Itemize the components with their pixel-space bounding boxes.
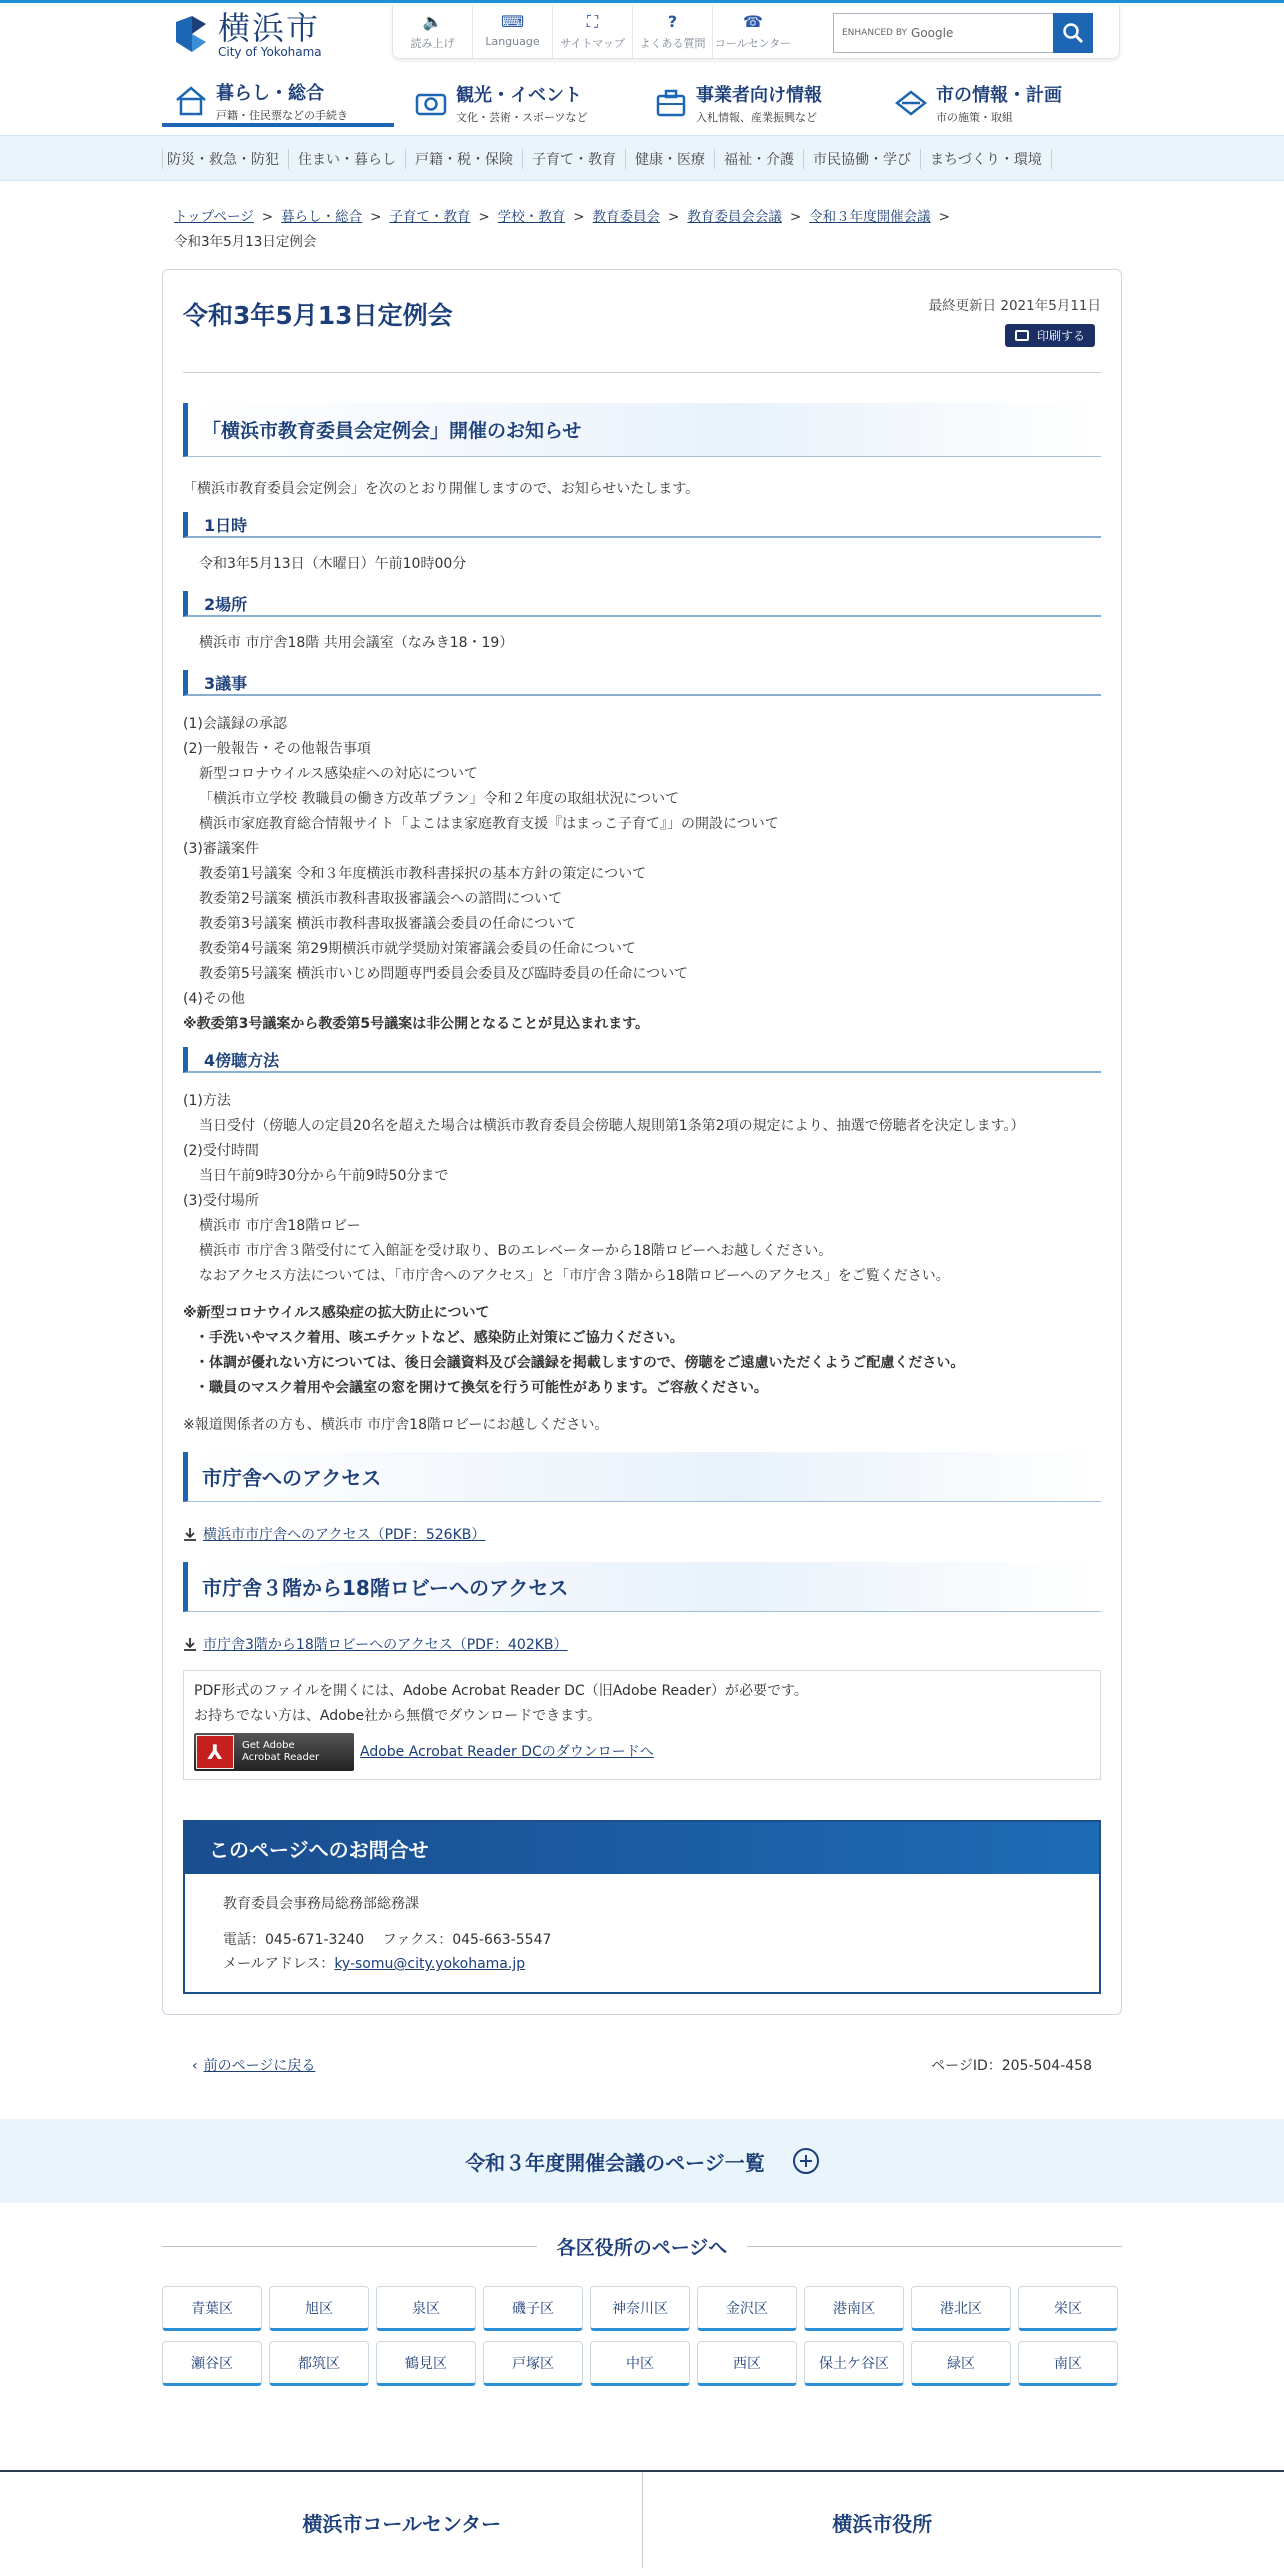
section-heading-access: 市庁舎へのアクセス (183, 1452, 1101, 1502)
agenda-note: ※教委第3号議案から教委第5号議案は非公開となることが見込まれます。 (183, 1016, 649, 1032)
page-meta-row (162, 2055, 1122, 2085)
download-icon (183, 1527, 197, 1541)
breadcrumb-link[interactable]: 暮らし・総合 (281, 209, 363, 225)
gnav-tourism[interactable]: 観光・イベント 文化・芸術・スポーツなど (402, 79, 634, 127)
agenda-item: (2)一般報告・その他報告事項 (183, 741, 371, 757)
house-icon (174, 84, 208, 118)
logo-english: City of Yokohama (218, 45, 322, 59)
sitemap-icon: ⛶ (586, 12, 599, 31)
util-sitemap[interactable]: ⛶ サイトマップ (553, 5, 633, 58)
search-input[interactable]: ENHANCED BY Google (833, 13, 1053, 53)
footer-call-center: 横浜市コールセンター (162, 2472, 643, 2568)
press-note: ※報道関係者の方も、横浜市 市庁舎18階ロビーにお越しください。 (183, 1417, 609, 1433)
breadcrumb-link[interactable]: 教育委員会会議 (687, 209, 782, 225)
print-button[interactable]: 印刷する (1005, 324, 1095, 347)
back-link[interactable]: 前のページに戻る (203, 2058, 316, 2074)
listen-item: (1)方法 (183, 1093, 231, 1109)
agenda-item: 教委第2号議案 横浜市教科書取扱審議会への諮問について (199, 891, 563, 907)
listen-item: なおアクセス方法については、「市庁舎へのアクセス」と「市庁舎３階から18階ロビーへのアクセス」をご覧ください。 (199, 1268, 950, 1284)
site-header (162, 3, 1122, 65)
agenda-item: 新型コロナウイルス感染症への対応について (199, 766, 478, 782)
agenda-item: 教委第4号議案 第29期横浜市就学奨励対策審議会委員の任命について (199, 941, 636, 957)
gnav-city-info[interactable]: 市の情報・計画 市の施策・取組 (882, 79, 1114, 127)
breadcrumb: トップページ > 暮らし・総合 > 子育て・教育 > 学校・教育 > 教育委員会 > 教育委員会会議 > 令和３年度開催会議 > 令和3年5月13日定例会 (174, 209, 950, 250)
ward-link[interactable]: 瀬谷区 (162, 2341, 262, 2386)
category-link[interactable]: 健康・医療 (625, 149, 714, 169)
question-icon: ? (667, 12, 678, 31)
access-pdf-link[interactable]: 横浜市市庁舎へのアクセス（PDF：526KB） (203, 1527, 486, 1543)
category-link[interactable]: 住まい・暮らし (288, 149, 405, 169)
pdf-download-access18 (183, 1634, 1101, 1654)
ward-link[interactable]: 中区 (590, 2341, 690, 2386)
agenda-item: (3)審議案件 (183, 841, 259, 857)
category-link[interactable]: 防災・救急・防犯 (162, 149, 288, 169)
listen-item: 当日午前9時30分から午前9時50分まで (199, 1168, 449, 1184)
ward-link[interactable]: 旭区 (269, 2286, 369, 2331)
breadcrumb-link[interactable]: 教育委員会 (592, 209, 661, 225)
agenda-item: 横浜市家庭教育総合情報サイト「よこはま家庭教育支援『はまっこ子育て』」の開設について (199, 816, 779, 832)
main-content (162, 269, 1122, 2015)
contact-box (183, 1820, 1101, 1994)
page-id: ページID：205-504-458 (931, 2058, 1092, 2074)
agenda-list (183, 712, 1101, 1037)
site-logo[interactable] (172, 11, 322, 59)
util-read-aloud[interactable]: 🔈 読み上げ (393, 5, 473, 58)
subheading-agenda: 3議事 (183, 670, 1101, 696)
contact-mail-link[interactable]: ky-somu@city.yokohama.jp (334, 1956, 526, 1972)
ward-link[interactable]: 緑区 (911, 2341, 1011, 2386)
breadcrumb-link[interactable]: 令和３年度開催会議 (809, 209, 931, 225)
listen-item: 横浜市 市庁舎３階受付にて入館証を受け取り、Bのエレベーターから18階ロビーへお越しください。 (199, 1243, 833, 1259)
access18-pdf-link[interactable]: 市庁舎3階から18階ロビーへのアクセス（PDF：402KB） (203, 1637, 568, 1653)
ward-link[interactable]: 港南区 (804, 2286, 904, 2331)
ward-link[interactable]: 都筑区 (269, 2341, 369, 2386)
adobe-pdf-icon: ⅄ (196, 1735, 234, 1769)
ward-link[interactable]: 鶴見区 (376, 2341, 476, 2386)
site-search (833, 13, 1093, 53)
ward-link[interactable]: 磯子区 (483, 2286, 583, 2331)
contact-heading: このページへのお問合せ (185, 1822, 1099, 1874)
listen-item: (3)受付場所 (183, 1193, 259, 1209)
breadcrumb-current: 令和3年5月13日定例会 (174, 234, 317, 250)
listen-list (183, 1089, 1101, 1289)
gnav-living[interactable]: 暮らし・総合 戸籍・住民票などの手続き (162, 79, 394, 127)
pdf-reader-box: PDF形式のファイルを開くには、Adobe Acrobat Reader DC（旧Adobe Reader）が必要です。 お持ちでない方は、Adobe社から無償でダウンロードできます。 ⅄ Get Adobe Acrobat Reader Adobe Acrobat Reader DCのダウンロードへ (183, 1670, 1101, 1780)
page-title: 令和3年5月13日定例会 (183, 301, 453, 330)
subheading-place: 2場所 (183, 591, 1101, 617)
ward-link[interactable]: 金沢区 (697, 2286, 797, 2331)
phone-icon: ☎ (743, 12, 763, 31)
agenda-item: 「横浜市立学校 教職員の働き方改革プラン」令和２年度の取組状況について (199, 791, 680, 807)
breadcrumb-link[interactable]: トップページ (174, 209, 254, 225)
ward-link[interactable]: 西区 (697, 2341, 797, 2386)
site-footer (0, 2470, 1284, 2568)
chevron-left-icon: ‹ (192, 2058, 198, 2074)
business-icon (654, 86, 688, 120)
place-text: 横浜市 市庁舎18階 共用会議室（なみき18・19） (199, 635, 514, 651)
agenda-item: (4)その他 (183, 991, 245, 1007)
printer-icon (1015, 330, 1029, 341)
contact-mail-row: メールアドレス：ky-somu@city.yokohama.jp (223, 1956, 526, 1972)
city-info-icon (894, 86, 928, 120)
meeting-list-toggle[interactable]: 令和３年度開催会議のページ一覧 (0, 2119, 1284, 2203)
intro-text: 「横浜市教育委員会定例会」を次のとおり開催しますので、お知らせいたします。 (183, 481, 700, 497)
wards-heading: 各区役所のページへ (162, 2233, 1122, 2260)
ward-link[interactable]: 栄区 (1018, 2286, 1118, 2331)
category-link[interactable]: 市民協働・学び (803, 149, 920, 169)
pdf-download-access (183, 1524, 1101, 1544)
language-icon: ⌨ (500, 12, 525, 31)
ward-link[interactable]: 港北区 (911, 2286, 1011, 2331)
contact-dept: 教育委員会事務局総務部総務課 (223, 1896, 419, 1912)
subheading-date: 1日時 (183, 512, 1101, 538)
section-heading-access18: 市庁舎３階から18階ロビーへのアクセス (183, 1562, 1101, 1612)
footer-city-hall: 横浜市役所 (832, 2512, 933, 2536)
listen-item: (2)受付時間 (183, 1143, 259, 1159)
ward-link[interactable]: 南区 (1018, 2341, 1118, 2386)
back-link-wrap (192, 2055, 315, 2085)
camera-icon (414, 86, 448, 120)
agenda-item: 教委第1号議案 令和３年度横浜市教科書採択の基本方針の策定について (199, 866, 647, 882)
category-link[interactable]: 福祉・介護 (714, 149, 803, 169)
divider (183, 372, 1101, 373)
adobe-reader-badge[interactable]: ⅄ Get Adobe Acrobat Reader (194, 1733, 354, 1771)
agenda-item: 教委第5号議案 横浜市いじめ問題専門委員会委員及び臨時委員の任命について (199, 966, 689, 982)
yokohama-logo-icon (172, 12, 210, 58)
util-call-center[interactable]: ☎ コールセンター (714, 12, 792, 50)
agenda-item: 教委第3号議案 横浜市教科書取扱審議会委員の任命について (199, 916, 577, 932)
category-link[interactable]: 子育て・教育 (522, 149, 625, 169)
agenda-item: (1)会議録の承認 (183, 716, 287, 732)
search-icon (1062, 22, 1084, 44)
subheading-listen: 4傍聴方法 (183, 1047, 1101, 1073)
download-icon (183, 1637, 197, 1651)
speaker-icon: 🔈 (422, 12, 443, 31)
category-link[interactable]: 戸籍・税・保険 (405, 149, 522, 169)
corona-notice: ※新型コロナウイルス感染症の拡大防止について ・手洗いやマスク着用、咳エチケットなど、感染防止対策にご協力ください。 ・体調が優れない方については、後日会議資料及び会議録を掲載しますので、傍聴をご遠慮いただくようご配慮ください。 ・職員のマスク着用や会議室の窓を開けて換気を行う可能性があります。ご容赦ください。 (183, 1305, 965, 1396)
contact-tel: 電話：045-671-3240 ファクス：045-663-5547 (223, 1932, 552, 1948)
category-link[interactable]: まちづくり・環境 (920, 149, 1052, 169)
gnav-business[interactable]: 事業者向け情報 入札情報、産業振興など (642, 79, 874, 127)
section-heading: 「横浜市教育委員会定例会」開催のお知らせ (183, 403, 1101, 457)
category-nav (0, 135, 1284, 181)
logo-japanese: 横浜市 (218, 9, 321, 47)
global-nav (162, 65, 1122, 135)
search-button[interactable] (1053, 13, 1093, 53)
listen-item: 横浜市 市庁舎18階ロビー (199, 1218, 361, 1234)
util-language[interactable]: ⌨ Language (473, 5, 553, 58)
ward-link[interactable]: 青葉区 (162, 2286, 262, 2331)
utility-menu (392, 5, 1120, 59)
breadcrumb-link[interactable]: 子育て・教育 (389, 209, 471, 225)
ward-link[interactable]: 戸塚区 (483, 2341, 583, 2386)
date-text: 令和3年5月13日（木曜日）午前10時00分 (199, 556, 467, 572)
ward-link[interactable]: 神奈川区 (590, 2286, 690, 2331)
listen-item: 当日受付（傍聴人の定員20名を超えた場合は横浜市教育委員会傍聴人規則第1条第2項の規定により、抽選で傍聴者を決定します。） (199, 1118, 1025, 1134)
breadcrumb-link[interactable]: 学校・教育 (497, 209, 566, 225)
ward-link[interactable]: 泉区 (376, 2286, 476, 2331)
ward-links (162, 2286, 1122, 2386)
ward-link[interactable]: 保土ケ谷区 (804, 2341, 904, 2386)
plus-icon (793, 2148, 819, 2174)
adobe-download-link[interactable]: Adobe Acrobat Reader DCのダウンロードへ (360, 1743, 654, 1760)
util-faq[interactable]: ? よくある質問 (633, 5, 713, 58)
last-updated: 最終更新日 2021年5月11日 (928, 298, 1101, 314)
